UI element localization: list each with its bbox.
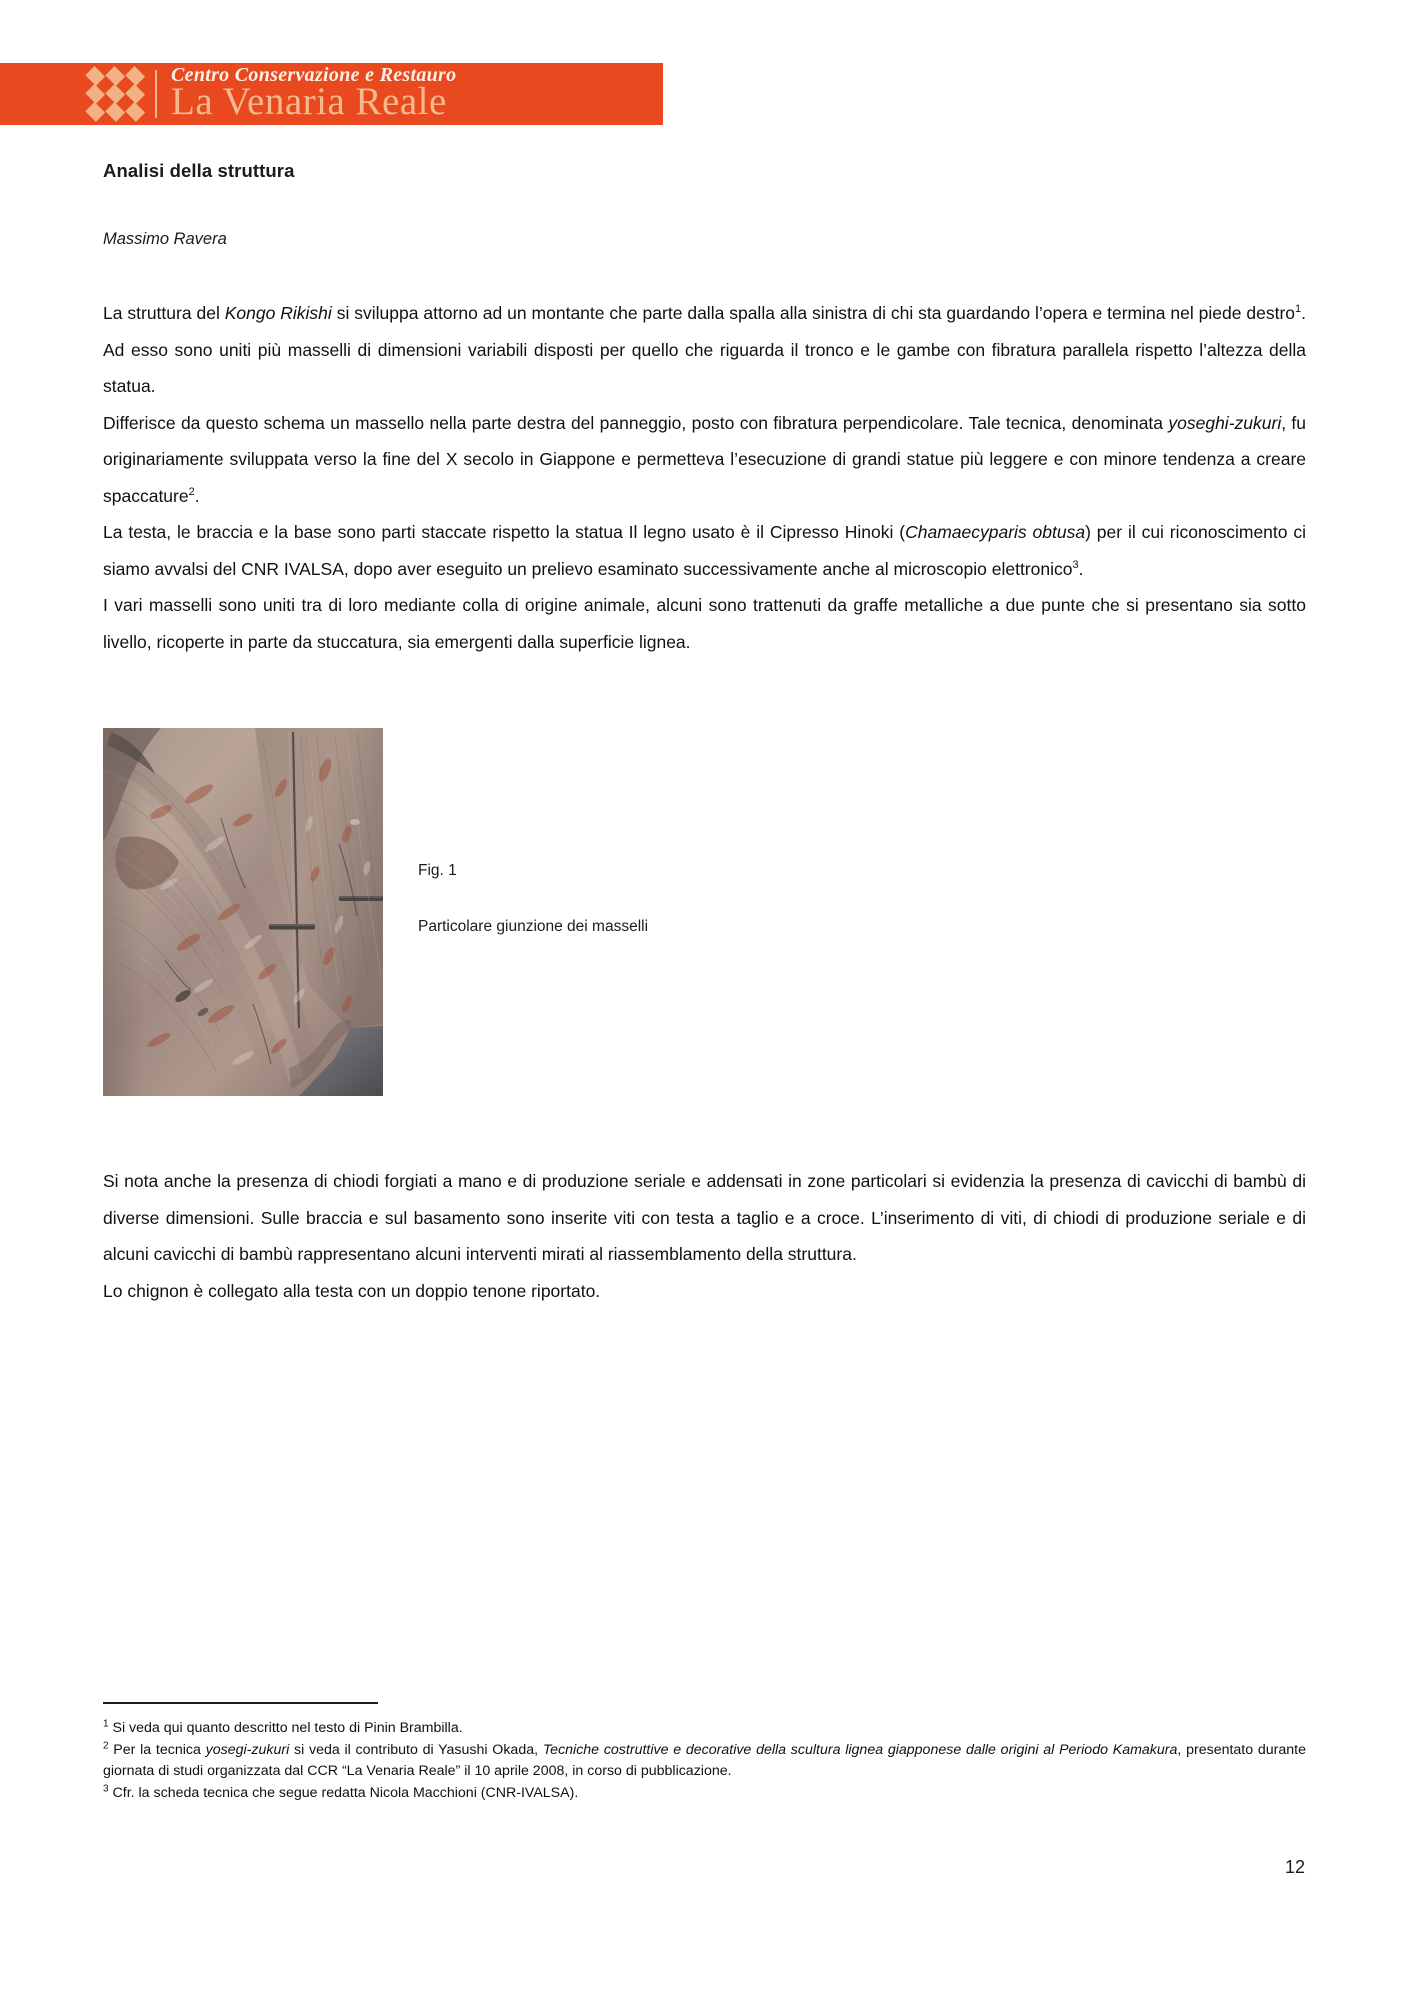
p3-text-a: La testa, le braccia e la base sono parti staccate rispetto la statua Il legno usato è il Cipresso Hinoki ( xyxy=(103,522,906,542)
figure-1-block xyxy=(103,728,1306,1098)
footnote-2-italic-title: Tecniche costruttive e decorative della scultura lignea giapponese dalle origini al Periodo Kamakura xyxy=(542,1741,1178,1758)
paragraph-6: Lo chignon è collegato alla testa con un doppio tenone riportato. xyxy=(103,1280,601,1301)
footnote-1-text: Si veda qui quanto descritto nel testo di Pinin Brambilla. xyxy=(108,1720,463,1736)
footnote-2 xyxy=(103,1740,1306,1783)
paragraph-4: I vari masselli sono uniti tra di loro mediante colla di origine animale, alcuni sono trattenuti da graffe metalliche a due punte che si presentano sia sotto livello, ricoperte in parte da stuccatura, sia emergenti dalla superficie lignea. xyxy=(103,595,1306,652)
diamond-logo-icon xyxy=(85,67,145,121)
p3-italic-term: Chamaecyparis obtusa xyxy=(905,522,1086,542)
footnote-3-text: Cfr. la scheda tecnica che segue redatta Nicola Macchioni (CNR-IVALSA). xyxy=(108,1784,579,1801)
figure-photo xyxy=(103,728,383,1096)
figure-caption: Particolare giunzione dei masselli xyxy=(418,918,649,935)
paragraph-3 xyxy=(103,514,1306,587)
article-lower-body xyxy=(103,1163,1306,1309)
p3-text-c: . xyxy=(1078,558,1084,579)
paragraph-1 xyxy=(103,295,1306,405)
footnote-3-marker: 3 xyxy=(103,1782,109,1794)
article-upper-body xyxy=(103,160,1306,660)
page-number: 12 xyxy=(1284,1857,1305,1877)
footnote-ref-1[interactable]: 1 xyxy=(1295,303,1302,316)
footnote-2-text-a: Per la tecnica xyxy=(108,1741,206,1758)
paragraph-5: Si nota anche la presenza di chiodi forgiati a mano e di produzione seriale e addensati in zone particolari si evidenzia la presenza di cavicchi di bambù di diverse dimensioni. Sulle braccia e sul basamento sono inserite viti con testa a taglio e a croce. L’inserimento di viti, di chiodi di produzione seriale e di alcuni cavicchi di bambù rappresentano alcuni interventi mirati al riassemblamento della struttura. xyxy=(103,1171,1306,1264)
footnote-2-italic-term: yosegi-zukuri xyxy=(205,1741,290,1758)
figure-label: Fig. 1 xyxy=(418,862,457,879)
figure-caption-block xyxy=(418,862,918,936)
footnote-ref-3[interactable]: 3 xyxy=(1072,558,1079,571)
p1-text-b: si sviluppa attorno ad un montante che parte dalla spalla alla sinistra di chi sta guardando l’opera e termina nel piede destro xyxy=(331,303,1295,323)
p2-text-c: . xyxy=(194,485,200,506)
footnote-1-marker: 1 xyxy=(103,1718,109,1730)
figure-photo-graphic xyxy=(103,728,383,1096)
footnote-separator-rule xyxy=(103,1702,378,1704)
paragraph-2 xyxy=(103,405,1306,515)
header-banner xyxy=(0,63,663,125)
footnote-ref-2[interactable]: 2 xyxy=(188,485,195,498)
logo-divider xyxy=(155,70,157,118)
p3-text-b: ) per il cui riconoscimento ci siamo avvalsi del CNR IVALSA, dopo aver eseguito un prelievo esaminato successivamente anche al microscopio elettronico xyxy=(103,522,1307,579)
brand-line-secondary: La Venaria Reale xyxy=(171,79,447,123)
footnote-2-marker: 2 xyxy=(103,1739,109,1751)
p2-text-b: , fu originariamente sviluppata verso la fine del X secolo in Giappone e permetteva l’esecuzione di grandi statue più leggere e con minore tendenza a creare spaccature xyxy=(103,412,1306,506)
footnote-3 xyxy=(103,1783,1306,1805)
p1-text-c: . Ad esso sono uniti più masselli di dimensioni variabili disposti per quello che riguarda il tronco e le gambe con fibratura parallela rispetto l’altezza della statua. xyxy=(103,303,1306,396)
footnote-2-text-b: si veda il contributo di Yasushi Okada, xyxy=(289,1741,543,1758)
p2-text-a: Differisce da questo schema un massello nella parte destra del panneggio, posto con fibratura perpendicolare. Tale tecnica, denominata xyxy=(103,412,1169,433)
footnote-1 xyxy=(103,1718,1306,1740)
footnotes-section xyxy=(103,1702,1306,1804)
footnote-2-text-c: , presentato durante giornata di studi organizzata dal CCR “La Venaria Reale” il 10 aprile 2008, in corso di pubblicazione. xyxy=(103,1741,1307,1779)
page-title: Analisi della struttura xyxy=(103,160,295,181)
brand-wordmark xyxy=(171,65,456,123)
p1-italic-term: Kongo Rikishi xyxy=(224,303,332,323)
p2-italic-term: yoseghi-zukuri xyxy=(1168,412,1282,433)
p1-text-a: La struttura del xyxy=(103,303,225,323)
brand-line-primary: Centro Conservazione e Restauro xyxy=(171,63,457,86)
author-byline: Massimo Ravera xyxy=(103,230,227,248)
